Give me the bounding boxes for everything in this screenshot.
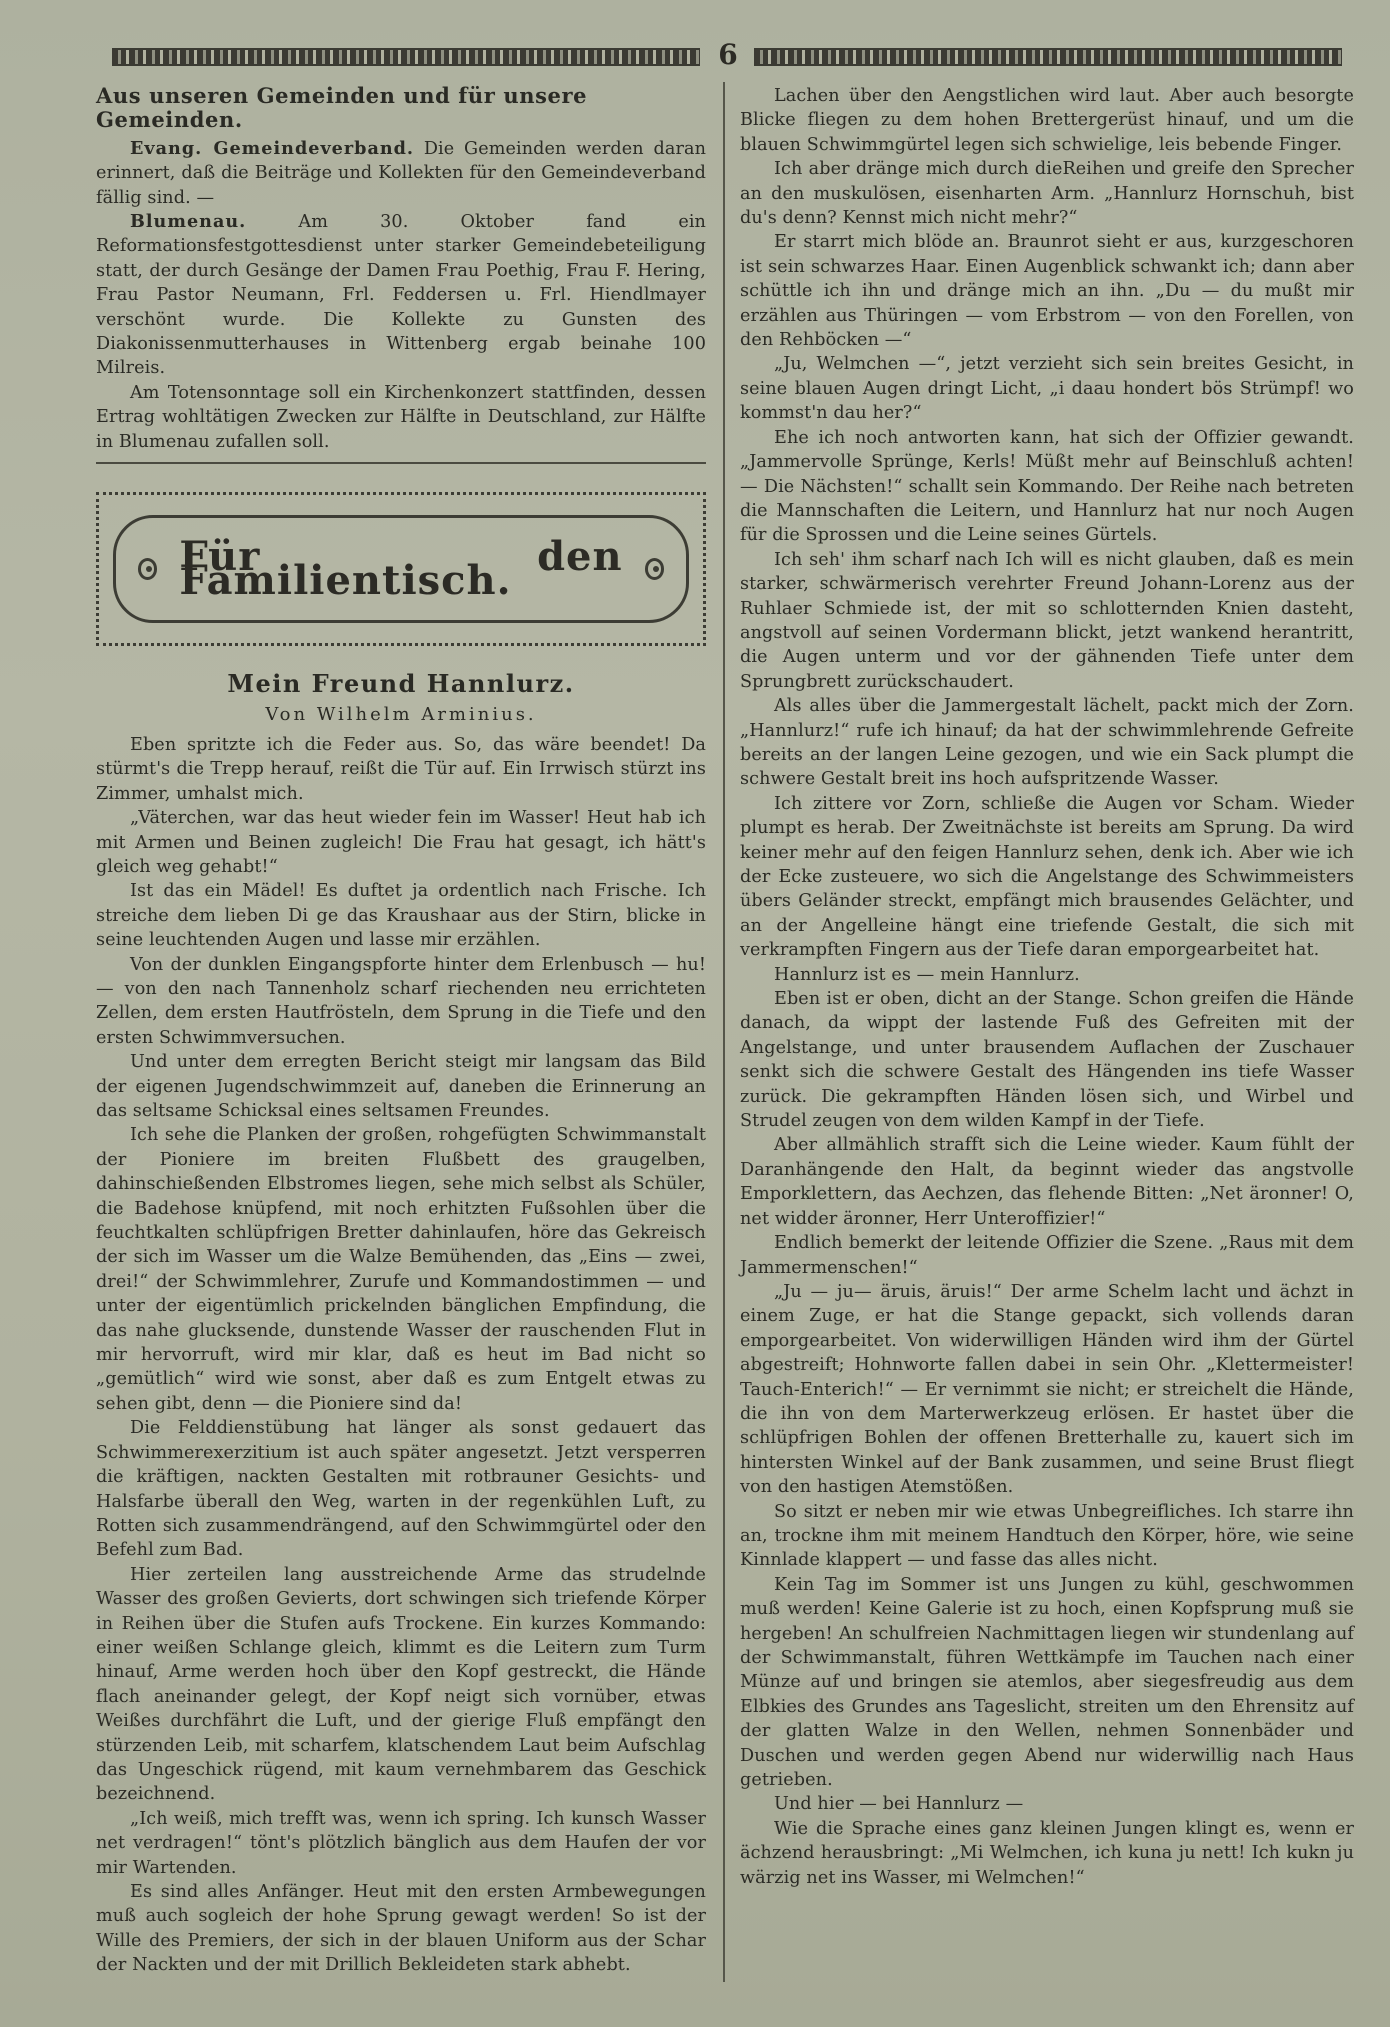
header-ornament-right [754, 48, 1342, 66]
story-paragraph: So sitzt er neben mir wie etwas Unbegreifliches. Ich starre ihn an, trockne ihm mit meinem Handtuch den Körper, höre, wie seine Kinnlade klappert — und fasse das alles nicht. [740, 1501, 1354, 1571]
story-paragraph: Ich sehe die Planken der großen, rohgefügten Schwimmanstalt der Pioniere im breiten Flußbett des graugelben, dahinschießenden Elbstromes liegen, sehe mich selbst als Schüler, die Badehose knüpfend, mit noch erhitzten Fußsohlen über die feuchtkalten schlüpfrigen Bretter dahinlaufen, höre das Gekreisch der sich im Wasser um die Walze Bemühenden, das „Eins — zwei, drei!“ der Schwimmlehrer, Zurufe und Kommandostimmen — und unter der eigentümlich prickelnden bänglichen Empfindung, die das nahe glucksende, dunstende Wasser der rauschenden Flut in mir hervorruft, wird mir klar, daß es heut im Bad nicht so „gemütlich“ wird wie sonst, aber daß es zum Entgelt etwas zu sehen gibt, denn — die Pioniere sind da! [96, 1125, 706, 1414]
story-paragraph: Eben spritzte ich die Feder aus. So, das wäre beendet! Da stürmt's die Trepp herauf, reißt die Tür auf. Ein Irrwisch stürzt ins Zimmer, umhalst mich. [96, 734, 706, 804]
story-paragraph: Von der dunklen Eingangspforte hinter dem Erlenbusch — hu! — von den nach Tannenholz scharf riechenden neu errichteten Zellen, dem ersten Hautfrösteln, dem Sprung in die Tiefe und den ersten Schwimmversuchen. [96, 954, 706, 1048]
right-column [740, 84, 1354, 1890]
notice-text: Am Totensonntage soll ein Kirchenkonzert stattfinden, dessen Ertrag wohltätigen Zwecken zur Hälfte in Deutschland, zur Hälfte in Blumenau zufallen soll. [96, 382, 706, 452]
story-paragraph: Er starrt mich blöde an. Braunrot sieht er aus, kurzgeschoren ist sein schwarzes Haar. Einen Augenblick schwankt ich; dann aber schüttle ich ihn und dränge mich an ihn. „Du — du mußt mir erzählen aus Thüringen — vom Erbstrom — von den Forellen, von den Rehböcken —“ [740, 232, 1354, 351]
story-paragraph: Kein Tag im Sommer ist uns Jungen zu kühl, geschwommen muß werden! Keine Galerie ist zu hoch, einen Kopfsprung muß sie hergeben! An schulfreien Nachmittagen liegen wir stundenlang auf der Schwimmanstalt, führen Wettkämpfe im Tauchen nach einer Münze auf und bringen sie atemlos, aber siegesfreudig aus dem Elbkies des Grundes ans Tageslicht, streiten um den Ehrensitz auf der glatten Walze in den Wellen, nehmen Sonnenbäder und Duschen und werden gegen Abend nur widerwillig nach Haus getrieben. [740, 1574, 1354, 1791]
notice-text: Am 30. Oktober fand ein Reformationsfestgottesdienst unter starker Gemeindebeteiligung statt, der durch Gesänge der Damen Frau Poethig, Frau F. Hering, Frau Pastor Neumann, Frl. Feddersen u. Frl. Hiendlmayer verschönt wurde. Die Kollekte zu Gunsten des Diakonissenmutterhauses in Wittenberg ergab beinahe 100 Milreis. [96, 212, 706, 379]
notice [96, 210, 706, 381]
story-paragraph: Wie die Sprache eines ganz kleinen Jungen klingt es, wenn er ächzend herausbringt: „Mi Welmchen, ich kuna ju nett! Ich kukn ju wärzig net ins Wasser, mi Welmchen!“ [740, 1818, 1354, 1888]
story-paragraph: Ich aber dränge mich durch dieReihen und greife den Sprecher an den muskulösen, eisenharten Arm. „Hannlurz Hornschuh, bist du's denn? Kennst mich nicht mehr?“ [740, 159, 1354, 229]
circle-ornament-icon [645, 558, 664, 580]
banner-frame [113, 515, 689, 623]
story-paragraph: Ehe ich noch antworten kann, hat sich der Offizier gewandt. „Jammervolle Sprünge, Kerls! Müßt mehr auf Beinschluß achten! — Die Nächsten!“ schallt sein Kommando. Der Reihe nach betreten die Mannschaften die Leitern, und Hannlurz hat nur noch Augen für die Sprossen und die Leine seines Gürtels. [740, 427, 1354, 546]
story-paragraph: „Väterchen, war das heut wieder fein im Wasser! Heut hab ich mit Armen und Beinen zugleich! Die Frau hat gesagt, ich hätt's gleich weg gehabt!“ [96, 808, 706, 877]
story-paragraph: Ist das ein Mädel! Es duftet ja ordentlich nach Frische. Ich streiche dem lieben Di ge das Kraushaar aus der Stirn, blicke in seine leuchtenden Augen und lasse mir erzählen. [96, 881, 706, 951]
story-paragraph: „Ju, Welmchen —“, jetzt verzieht sich sein breites Gesicht, in seine blauen Augen dringt Licht, „i daau hondert bös Strümpf! wo kommst'n dau her?“ [740, 354, 1354, 424]
header-ornament-left [112, 48, 700, 66]
story-byline: Von Wilhelm Arminius. [265, 703, 537, 725]
story-paragraph: Aber allmählich strafft sich die Leine wieder. Kaum fühlt der Daranhängende den Halt, da beginnt wieder das angstvolle Emporklettern, das Aechzen, das flehende Bitten: „Net äronner! O, net widder äronner, Herr Unteroffizier!“ [740, 1135, 1354, 1229]
page-number: 6 [718, 38, 738, 71]
story-paragraph: Hannlurz ist es — mein Hannlurz. [774, 964, 1080, 985]
notice-runin: Evang. Gemeindeverband. [130, 137, 415, 159]
section-rule [96, 462, 706, 464]
story-paragraph: „Ich weiß, mich trefft was, wenn ich spring. Ich kunsch Wasser net verdragen!“ tönt's plötzlich bänglich aus dem Haufen der vor mir Wartenden. [96, 1808, 706, 1878]
story-paragraph: Die Felddienstübung hat länger als sonst gedauert das Schwimmerexerzitium ist auch später angesetzt. Jetzt versperren die kräftigen, nackten Gestalten mit rotbrauner Gesichts- und Halsfarbe überall den Weg, warten in der regenkühlen Luft, zu Rotten sich zusammendrängend, auf den Schwimmgürtel oder den Befehl zum Bad. [96, 1418, 706, 1561]
story-paragraph: Endlich bemerkt der leitende Offizier die Szene. „Raus mit dem Jammermenschen!“ [740, 1233, 1354, 1278]
section-heading: Aus unseren Gemeinden und für unsere Gemeinden. [96, 83, 588, 133]
story-paragraph: Ich seh' ihm scharf nach Ich will es nicht glauben, daß es mein starker, schwärmerisch verehrter Freund Johann-Lorenz aus der Ruhlaer Schmiede ist, der mit so schlotternden Knien dasteht, angstvoll auf seinen Vordermann blickt, jetzt wankend herantritt, die Augen unterm und vor der gähnenden Tiefe unter dem Sprungbrett zurückschaudert. [740, 549, 1354, 692]
story-paragraph: Hier zerteilen lang ausstreichende Arme das strudelnde Wasser des großen Gevierts, dort schwingen sich triefende Körper in Reihen über die Stufen aufs Trockene. Ein kurzes Kommando: einer weißen Schlange gleich, klimmt es die Leitern zum Turm hinauf, Arme werden hoch über den Kopf gestreckt, die Hände flach aneinander gelegt, der Kopf neigt sich vornüber, etwas Weißes durchfährt die Luft, und der gierige Fluß empfängt den stürzenden Leib, mit scharfem, klatschendem Laut beim Aufschlag das Ungeschick rügend, mit kaum vernehmbarem das Geschick bezeichnend. [96, 1564, 706, 1805]
circle-ornament-icon [138, 558, 157, 580]
story-paragraph: Und hier — bei Hannlurz — [774, 1794, 1024, 1815]
left-column [96, 84, 706, 1978]
notice [96, 381, 706, 454]
section-banner [96, 492, 706, 646]
notice-text: Die Gemeinden werden daran erinnert, daß die Beiträge und Kollekten für den Gemeindeverband fällig sind. — [96, 138, 706, 208]
story-paragraph: „Ju — ju— äruis, äruis!“ Der arme Schelm lacht und ächzt in einem Zuge, er hat die Stange gepackt, sich vollends daran emporgearbeitet. Von widerwilligen Händen wird ihm der Gürtel abgestreift; Hohnworte fallen dabei in sein Ohr. „Klettermeister! Tauch-Enterich!“ — Er vernimmt sie nicht; er streichelt die Hände, die ihn von dem Marterwerkzeug erlösen. Er hastet über die schlüpfrigen Bohlen der offenen Bretterhalle zu, kauert sich im hintersten Winkel auf der Bank zusammen, und seine Brust fliegt von den hastigen Atemstößen. [740, 1281, 1354, 1498]
story-paragraph: Eben ist er oben, dicht an der Stange. Schon greifen die Hände danach, da wippt der lastende Fuß des Gefreiten mit der Angelstange, und unter brausendem Auflachen der Zuschauer senkt sich die schwere Gestalt des Hängenden ins tiefe Wasser zurück. Die gekrampften Händen lösen sich, und Wirbel und Strudel zeugen von dem wilden Kampf in der Tiefe. [740, 989, 1354, 1132]
story-paragraph: Als alles über die Jammergestalt lächelt, packt mich der Zorn. „Hannlurz!“ rufe ich hinauf; da hat der schwimmlehrende Gefreite bereits an der langen Leine gezogen, und wie ein Sack plumpt die schwere Gestalt breit ins hoch aufspritzende Wasser. [740, 696, 1354, 790]
column-divider [723, 82, 725, 1982]
story-paragraph: Ich zittere vor Zorn, schließe die Augen vor Scham. Wieder plumpt es herab. Der Zweitnächste ist bereits am Sprung. Da wird keiner mehr auf den feigen Hannlurz sehen, denk ich. Aber wie ich der Ecke zusteuere, wo sich die Angelstange des Schwimmeisters übers Geländer streckt, empfängt mich brausendes Gelächter, und an der Angelleine hängt eine triefende Gestalt, die sich mit verkrampften Fingern aus der Tiefe daran emporgearbeitet hat. [740, 793, 1354, 961]
notice-runin: Blumenau. [130, 211, 247, 233]
story-paragraph: Und unter dem erregten Bericht steigt mir langsam das Bild der eigenen Jugendschwimmzeit auf, daneben die Erinnerung an das seltsame Schicksal eines seltsamen Freundes. [96, 1052, 706, 1121]
story-paragraph: Lachen über den Aengstlichen wird laut. Aber auch besorgte Blicke fliegen zu dem hohen Brettergerüst hinauf, und um die blauen Schwimmgürtel legen sich schwielige, leis bebende Finger. [740, 86, 1354, 155]
notice [96, 137, 706, 210]
story-paragraph: Es sind alles Anfänger. Heut mit den ersten Armbewegungen muß auch sogleich der hohe Sprung gewagt werden! So ist der Wille des Premiers, der sich in der blauen Uniform aus der Schar der Nackten und der mit Drillich Bekleideten stark abhebt. [96, 1882, 706, 1976]
banner-title: Für den Familientisch. [179, 532, 623, 605]
page-header [112, 38, 1342, 72]
story-title: Mein Freund Hannlurz. [227, 669, 575, 699]
